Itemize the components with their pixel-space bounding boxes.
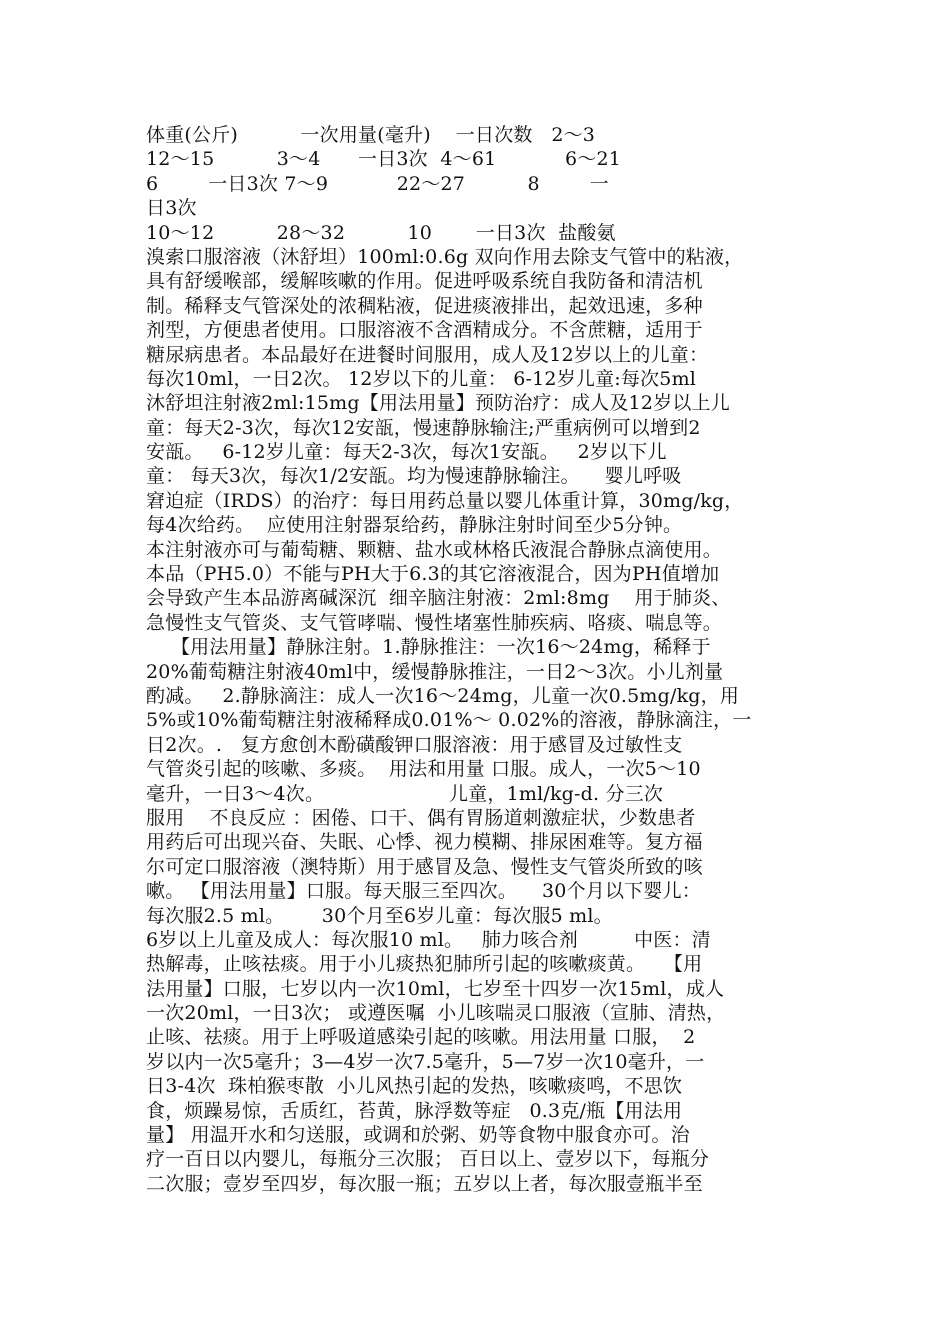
text-line: 【用法用量】静脉注射。1.静脉推注：一次16～24mg，稀释于 (146, 636, 711, 659)
text-line: 毫升，一日3～4次。 儿童，1ml/kg-d. 分三次 (146, 782, 664, 805)
text-line: 每次10ml，一日2次。 12岁以下的儿童： 6-12岁儿童:每次5ml (146, 367, 697, 390)
text-line: 具有舒缓喉部，缓解咳嗽的作用。促进呼吸系统自我防备和清洁机 (146, 270, 703, 293)
text-line: 童： 每天3次，每次1/2安瓿。均为慢速静脉输注。 婴儿呼吸 (146, 465, 682, 488)
text-line: 酌减。 2.静脉滴注：成人一次16～24mg，儿童一次0.5mg/kg，用 (146, 684, 740, 707)
text-line: 日3-4次 珠柏猴枣散 小儿风热引起的发热，咳嗽痰鸣，不思饮 (146, 1075, 683, 1098)
text-line: 用药后可出现兴奋、失眠、心悸、视力模糊、排尿困难等。复方福 (146, 831, 703, 854)
text-line: 法用量】口服，七岁以内一次10ml，七岁至十四岁一次15ml，成人 (146, 977, 725, 1000)
text-line: 体重(公斤) 一次用量(毫升) 一日次数 2～3 (146, 124, 596, 146)
text-line: 12～15 3～4 一日3次 4～61 6～21 (146, 148, 622, 171)
text-line: 日2次。. 复方愈创木酚磺酸钾口服溶液：用于感冒及过敏性支 (146, 733, 683, 756)
text-line: 6 一日3次 7～9 22～27 8 一 (146, 172, 609, 195)
text-line: 止咳、祛痰。用于上呼吸道感染引起的咳嗽。用法用量 口服， 2 (146, 1026, 696, 1049)
text-line: 气管炎引起的咳嗽、多痰。 用法和用量 口服。成人，一次5～10 (146, 758, 701, 781)
text-line: 热解毒，止咳祛痰。用于小儿痰热犯肺所引起的咳嗽痰黄。 【用 (146, 953, 703, 976)
text-line: 食，烦躁易惊，舌质红，苔黄，脉浮数等症 0.3克/瓶【用法用 (146, 1099, 683, 1122)
text-line: 5%或10%葡萄糖注射液稀释成0.01%～ 0.02%的溶液，静脉滴注，一 (146, 709, 752, 732)
text-line: 嗽。 【用法用量】口服。每天服三至四次。 30个月以下婴儿： (146, 880, 701, 903)
text-line: 安瓿。 6-12岁儿童：每天2-3次，每次1安瓿。 2岁以下儿 (146, 441, 667, 464)
text-line: 服用 不良反应 ：困倦、口干、偶有胃肠道刺激症状，少数患者 (146, 806, 696, 829)
text-line: 6岁以上儿童及成人：每次服10 ml。 肺力咳合剂 中医：清 (146, 928, 711, 951)
document-body-text (146, 123, 816, 1196)
text-line: 二次服；壹岁至四岁，每次服一瓶；五岁以上者，每次服壹瓶半至 (146, 1172, 703, 1195)
text-line: 尔可定口服溶液（澳特斯）用于感冒及急、慢性支气管炎所致的咳 (146, 855, 703, 878)
text-line: 每4次给药。 应使用注射器泵给药，静脉注射时间至少5分钟。 (146, 514, 683, 537)
text-line: 量】 用温开水和匀送服，或调和於粥、奶等食物中服食亦可。治 (146, 1124, 690, 1147)
text-line: 剂型，方便患者使用。口服溶液不含酒精成分。不含蔗糖，适用于 (146, 319, 703, 342)
text-line: 每次服2.5 ml。 30个月至6岁儿童：每次服5 ml。 (146, 904, 613, 927)
text-line: 10～12 28～32 10 一日3次 盐酸氨 (146, 221, 616, 244)
text-line: 一次20ml，一日3次； 或遵医嘱 小儿咳喘灵口服液（宣肺、清热， (146, 1002, 726, 1025)
text-line: 糖尿病患者。本品最好在进餐时间服用，成人及12岁以上的儿童： (146, 343, 709, 366)
text-line: 窘迫症（IRDS）的治疗：每日用药总量以婴儿体重计算，30mg/kg， (146, 489, 744, 512)
text-line: 制。稀释支气管深处的浓稠粘液，促进痰液排出，起效迅速，多种 (146, 294, 703, 317)
text-line: 溴索口服溶液（沐舒坦）100ml:0.6g 双向作用去除支气管中的粘液， (146, 245, 744, 268)
text-line: 会导致产生本品游离碱深沉 细辛脑注射液：2ml:8mg 用于肺炎、 (146, 587, 731, 610)
text-line: 20%葡萄糖注射液40ml中，缓慢静脉推注，一日2～3次。小儿剂量 (146, 660, 724, 683)
text-line: 本品（PH5.0）不能与PH大于6.3的其它溶液混合，因为PH值增加 (146, 563, 720, 586)
text-line: 疗一百日以内婴儿，每瓶分三次服； 百日以上、壹岁以下，每瓶分 (146, 1148, 710, 1171)
text-line: 岁以内一次5毫升；3—4岁一次7.5毫升，5—7岁一次10毫升，一 (146, 1050, 705, 1073)
text-line: 急慢性支气管炎、支气管哮喘、慢性堵塞性肺疾病、咯痰、喘息等。 (146, 611, 723, 634)
text-line: 日3次 (146, 197, 197, 220)
text-line: 童：每天2-3次，每次12安瓿，慢速静脉输注;严重病例可以增到2 (146, 416, 701, 439)
text-line: 本注射液亦可与葡萄糖、颗糖、盐水或林格氏液混合静脉点滴使用。 (146, 538, 723, 561)
text-line: 沐舒坦注射液2ml:15mg【用法用量】预防治疗：成人及12岁以上儿 (146, 392, 730, 415)
